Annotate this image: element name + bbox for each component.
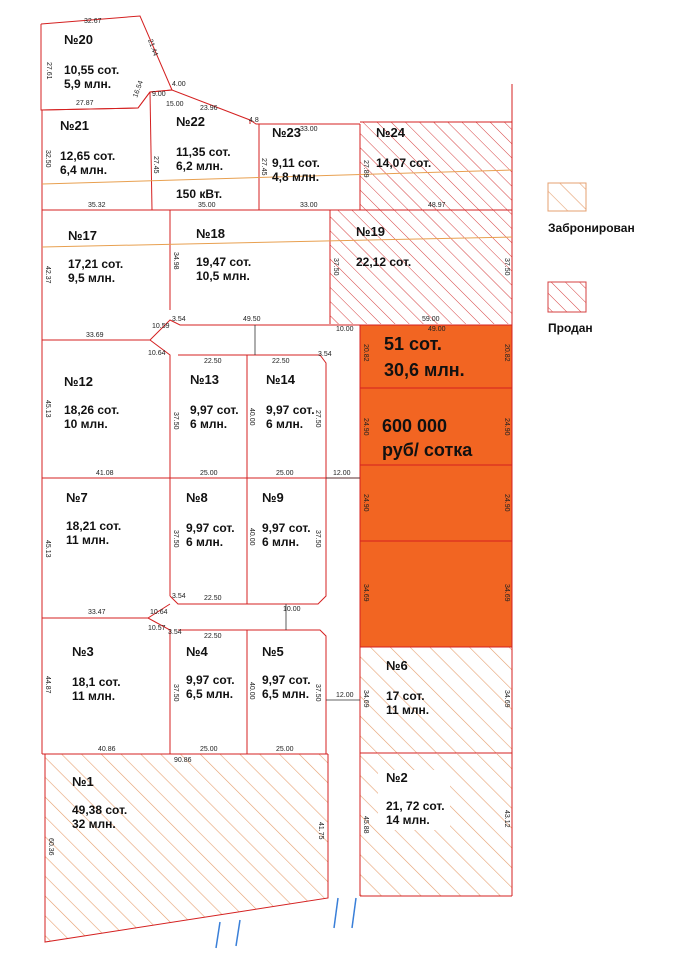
plot-17-area: 17,21 сот. — [68, 257, 124, 271]
plot-3-price: 11 млн. — [72, 689, 116, 703]
dimension-label: 37.50 — [172, 412, 179, 430]
dimension-label: 34.69 — [503, 690, 510, 708]
dimension-label: 12.00 — [333, 470, 351, 477]
dimension-label: 25.00 — [200, 470, 218, 477]
plot-4[interactable] — [186, 644, 235, 701]
dimension-label: 37.50 — [172, 684, 179, 702]
plot-6-area: 17 сот. — [386, 689, 425, 703]
plot-1-price: 32 млн. — [72, 817, 116, 831]
dimension-label: 27.87 — [76, 100, 94, 107]
dimension-label: 22.50 — [272, 358, 290, 365]
plot-21-price: 6,4 млн. — [60, 163, 108, 177]
plot-1-area: 49,38 сот. — [72, 803, 128, 817]
plot-7-number: №7 — [66, 490, 88, 505]
dimension-label: 3.54 — [318, 351, 332, 358]
plot-18[interactable] — [196, 226, 251, 283]
plot-24-number: №24 — [376, 125, 405, 140]
dimension-label: 45.13 — [44, 540, 51, 558]
dimension-label: 24.90 — [503, 418, 510, 436]
plot-4-price: 6,5 млн. — [186, 687, 234, 701]
dimension-label: 27.45 — [260, 158, 267, 176]
dimension-label: 10.00 — [336, 326, 354, 333]
plot-4-area: 9,97 сот. — [186, 673, 235, 687]
dimension-label: 42.37 — [44, 266, 51, 284]
dimension-label: 49.50 — [243, 316, 261, 323]
dimension-label: 32.67 — [84, 18, 102, 25]
plot-18-area: 19,47 сот. — [196, 255, 252, 269]
dimension-label: 24.90 — [362, 494, 369, 512]
dimension-label: 35.00 — [198, 202, 216, 209]
dimension-label: 33.47 — [88, 609, 106, 616]
dimension-label: 24.90 — [503, 494, 510, 512]
dimension-label: 40.86 — [98, 746, 116, 753]
dimension-label: 37.50 — [332, 258, 339, 276]
plot-13-area: 9,97 сот. — [190, 403, 239, 417]
highlight-rate-value: 600 000 — [382, 416, 448, 436]
dimension-label: 40.00 — [248, 408, 255, 426]
dimension-label: 43.12 — [503, 810, 510, 828]
plot-23-price: 4,8 млн. — [272, 170, 320, 184]
dimension-label: 60.36 — [47, 838, 54, 856]
plot-8-number: №8 — [186, 490, 208, 505]
dimension-label: 48.97 — [428, 202, 446, 209]
plot-22-power: 150 кВт. — [176, 187, 223, 201]
dimension-label: 34.69 — [362, 584, 369, 602]
dimension-label: 59.00 — [422, 316, 440, 323]
dimension-label: 3.54 — [168, 629, 182, 636]
dimension-label: 27.89 — [362, 160, 369, 178]
plot-9-number: №9 — [262, 490, 284, 505]
plot-7-price: 11 млн. — [66, 533, 110, 547]
plot-9[interactable] — [262, 490, 311, 549]
dimension-label: 32.50 — [44, 150, 51, 168]
dimension-label: 34.69 — [503, 584, 510, 602]
plot-23-number: №23 — [272, 125, 301, 140]
plot-6-number: №6 — [386, 658, 408, 673]
dimension-label: 37.50 — [503, 258, 510, 276]
plot-17-number: №17 — [68, 228, 97, 243]
dimension-label: 23.96 — [200, 105, 218, 112]
plot-5-area: 9,97 сот. — [262, 673, 311, 687]
dimension-label: 15.00 — [166, 101, 184, 108]
plot-23-area: 9,11 сот. — [272, 156, 320, 170]
plot-2-area: 21, 72 сот. — [386, 799, 445, 813]
dimension-label: 10.57 — [148, 625, 166, 632]
dimension-label: 33.00 — [300, 202, 318, 209]
dimension-label: 16.54 — [132, 79, 145, 99]
plot-8-price: 6 млн. — [186, 535, 224, 549]
dimension-label: 25.00 — [200, 746, 218, 753]
plot-18-number: №18 — [196, 226, 225, 241]
plot-20-price: 5,9 млн. — [64, 77, 112, 91]
plot-4-number: №4 — [186, 644, 208, 659]
dimension-label: 3.54 — [172, 316, 186, 323]
plot-5[interactable] — [262, 644, 311, 701]
dimension-label: 34.69 — [362, 690, 369, 708]
dimension-label: 33.00 — [300, 126, 318, 133]
plot-8-area: 9,97 сот. — [186, 521, 235, 535]
dimension-label: 25.00 — [276, 470, 294, 477]
plot-3-number: №3 — [72, 644, 94, 659]
plot-12[interactable] — [64, 374, 119, 431]
dimension-label: 40.00 — [248, 682, 255, 700]
legend-reserved-swatch — [548, 183, 586, 211]
plot-14-area: 9,97 сот. — [266, 403, 315, 417]
dimension-label: 20.82 — [362, 344, 369, 362]
legend-sold-label: Продан — [548, 321, 593, 335]
plot-2-number: №2 — [386, 770, 408, 785]
plot-12-area: 18,26 сот. — [64, 403, 120, 417]
dimension-label: 41.75 — [317, 822, 324, 840]
plot-21-number: №21 — [60, 118, 89, 133]
dimension-label: 10.59 — [152, 323, 170, 330]
plot-14[interactable] — [266, 372, 315, 431]
plot-19-number: №19 — [356, 224, 385, 239]
highlight-price: 30,6 млн. — [384, 360, 465, 380]
dimension-label: 22.50 — [204, 595, 222, 602]
dimension-label: 27.50 — [314, 410, 321, 428]
plot-13-number: №13 — [190, 372, 219, 387]
plot-13-price: 6 млн. — [190, 417, 228, 431]
dimension-label: 44.87 — [44, 676, 51, 694]
plot-20-area: 10,55 сот. — [64, 63, 120, 77]
dimension-label: 4.00 — [172, 81, 186, 88]
plot-6-price: 11 млн. — [386, 703, 430, 717]
highlight-rate-unit: руб/ сотка — [382, 440, 473, 460]
dimension-label: 22.50 — [204, 633, 222, 640]
dimension-label: 90.86 — [174, 757, 192, 764]
dimension-label: 3.54 — [172, 593, 186, 600]
plot-9-price: 6 млн. — [262, 535, 300, 549]
dimension-label: 10.00 — [283, 606, 301, 613]
legend — [548, 183, 635, 335]
plot-3-area: 18,1 сот. — [72, 675, 121, 689]
plot-21-area: 12,65 сот. — [60, 149, 116, 163]
plot-20-number: №20 — [64, 32, 93, 47]
plot-8[interactable] — [186, 490, 235, 549]
plot-22[interactable] — [176, 114, 231, 201]
plot-7-area: 18,21 сот. — [66, 519, 122, 533]
plot-13[interactable] — [190, 372, 239, 431]
highlight-area: 51 сот. — [384, 334, 442, 354]
plot-3[interactable] — [72, 644, 121, 703]
plot-6-hatch — [360, 647, 512, 753]
dimension-label: 21.44 — [146, 38, 159, 58]
dimension-label: 49.00 — [428, 326, 446, 333]
dimension-label: 41.08 — [96, 470, 114, 477]
plot-2-price: 14 млн. — [386, 813, 430, 827]
plot-5-number: №5 — [262, 644, 284, 659]
plot-14-number: №14 — [266, 372, 295, 387]
dimension-label: 27.45 — [152, 156, 159, 174]
plot-7[interactable] — [66, 490, 121, 547]
plot-14-price: 6 млн. — [266, 417, 304, 431]
dimension-label: 45.88 — [362, 816, 369, 834]
dimension-label: 35.32 — [88, 202, 106, 209]
plot-17-price: 9,5 млн. — [68, 271, 116, 285]
dimension-label: 40.00 — [248, 528, 255, 546]
plot-12-price: 10 млн. — [64, 417, 108, 431]
dimension-label: 10.64 — [150, 609, 168, 616]
dimension-label: 24.90 — [362, 418, 369, 436]
plot-23[interactable] — [272, 125, 320, 184]
plot-19-area: 22,12 сот. — [356, 255, 412, 269]
plot-12-number: №12 — [64, 374, 93, 389]
plot-17[interactable] — [68, 228, 123, 285]
dimension-label: 10.64 — [148, 350, 166, 357]
dimension-label: 37.50 — [314, 684, 321, 702]
dimension-label: 20.82 — [503, 344, 510, 362]
plot-24-area: 14,07 сот. — [376, 156, 432, 170]
plot-5-price: 6,5 млн. — [262, 687, 310, 701]
plot-9-area: 9,97 сот. — [262, 521, 311, 535]
dimension-label: 9.00 — [152, 91, 166, 98]
dimension-label: 22.50 — [204, 358, 222, 365]
plot-1-number: №1 — [72, 774, 94, 789]
plot-22-number: №22 — [176, 114, 205, 129]
dimension-label: 34.98 — [172, 252, 179, 270]
plot-20[interactable] — [64, 32, 119, 91]
plot-22-area: 11,35 сот. — [176, 145, 231, 159]
dimension-label: 12.00 — [336, 692, 354, 699]
dimension-label: 4.8 — [249, 117, 259, 124]
plot-18-price: 10,5 млн. — [196, 269, 250, 283]
dimension-label: 27.61 — [45, 62, 52, 80]
plot-21[interactable] — [60, 118, 115, 177]
legend-sold-swatch — [548, 282, 586, 312]
dimension-label: 33.69 — [86, 332, 104, 339]
dimension-label: 37.50 — [172, 530, 179, 548]
dimension-label: 25.00 — [276, 746, 294, 753]
dimension-label: 37.50 — [314, 530, 321, 548]
dimension-label: 45.13 — [44, 400, 51, 418]
legend-reserved-label: Забронирован — [548, 221, 635, 235]
plot-22-price: 6,2 млн. — [176, 159, 224, 173]
